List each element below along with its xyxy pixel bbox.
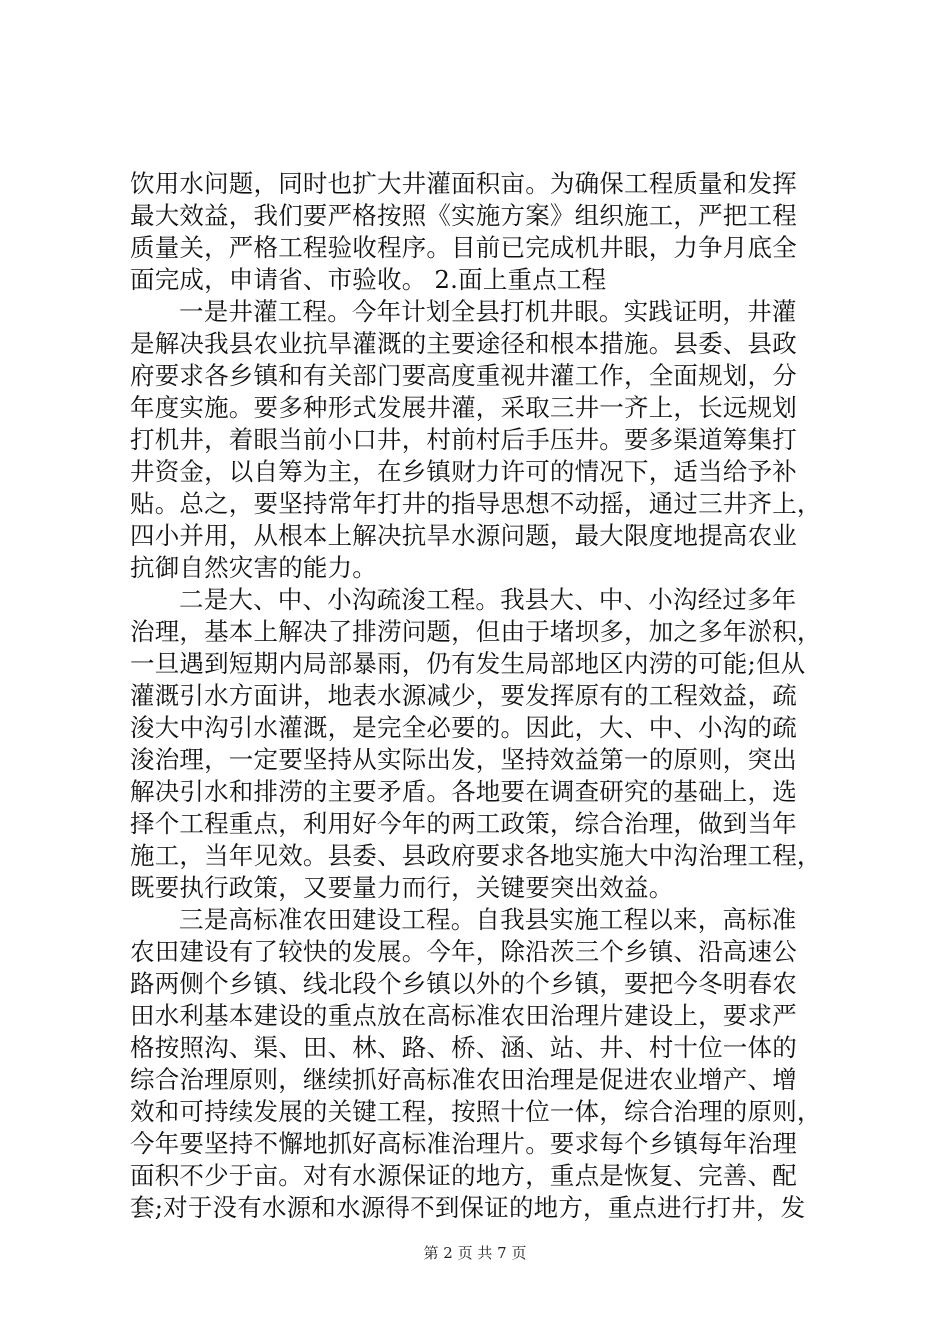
text-line: 饮用水问题，同时也扩大井灌面积亩。为确保工程质量和发挥 [130, 169, 797, 198]
text-line: 套;对于没有水源和水源得不到保证的地方，重点进行打井，发 [130, 1193, 806, 1222]
text-line: 面完成，申请省、市验收。 2.面上重点工程 [130, 265, 607, 294]
text-line: 综合治理原则，继续抓好高标准农田治理是促进农业增产、增 [130, 1065, 797, 1094]
text-line: 既要执行政策，又要量力而行，关键要突出效益。 [130, 873, 674, 902]
text-line: 格按照沟、渠、田、林、路、桥、涵、站、井、村十位一体的 [130, 1033, 797, 1062]
text-line: 井资金，以自筹为主，在乡镇财力许可的情况下，适当给予补 [130, 457, 797, 486]
text-line: 年度实施。要多种形式发展井灌，采取三井一齐上，长远规划 [130, 393, 797, 422]
text-line: 面积不少于亩。对有水源保证的地方，重点是恢复、完善、配 [130, 1161, 797, 1190]
page-number-footer: 第 2 页 共 7 页 [423, 1244, 527, 1262]
text-line: 路两侧个乡镇、线北段个乡镇以外的个乡镇，要把今冬明春农 [130, 969, 797, 998]
text-line: 治理，基本上解决了排涝问题，但由于堵坝多，加之多年淤积， [130, 617, 822, 646]
text-line: 施工，当年见效。县委、县政府要求各地实施大中沟治理工程， [130, 841, 822, 870]
text-line: 浚治理，一定要坚持从实际出发，坚持效益第一的原则，突出 [130, 745, 797, 774]
text-line: 效和可持续发展的关键工程，按照十位一体，综合治理的原则， [130, 1097, 822, 1126]
text-line: 质量关，严格工程验收程序。目前已完成机井眼，力争月底全 [130, 233, 797, 262]
text-line: 浚大中沟引水灌溉，是完全必要的。因此，大、中、小沟的疏 [130, 713, 797, 742]
text-line: 田水利基本建设的重点放在高标准农田治理片建设上，要求严 [130, 1001, 797, 1030]
paragraph-first-line: 二是大、中、小沟疏浚工程。我县大、中、小沟经过多年 [179, 585, 797, 614]
text-line: 是解决我县农业抗旱灌溉的主要途径和根本措施。县委、县政 [130, 329, 797, 358]
text-line: 一旦遇到短期内局部暴雨，仍有发生局部地区内涝的可能;但从 [130, 649, 806, 678]
text-line: 四小并用，从根本上解决抗旱水源问题，最大限度地提高农业 [130, 521, 797, 550]
text-line: 最大效益，我们要严格按照《实施方案》组织施工，严把工程 [130, 201, 797, 230]
text-line: 灌溉引水方面讲，地表水源减少，要发挥原有的工程效益，疏 [130, 681, 797, 710]
text-line: 解决引水和排涝的主要矛盾。各地要在调查研究的基础上，选 [130, 777, 797, 806]
text-line: 今年要坚持不懈地抓好高标准治理片。要求每个乡镇每年治理 [130, 1129, 797, 1158]
paragraph-first-line: 三是高标准农田建设工程。自我县实施工程以来，高标准 [179, 905, 797, 934]
text-line: 打机井，着眼当前小口井，村前村后手压井。要多渠道筹集打 [130, 425, 797, 454]
text-line: 府要求各乡镇和有关部门要高度重视井灌工作，全面规划，分 [130, 361, 797, 390]
text-line: 贴。总之，要坚持常年打井的指导思想不动摇，通过三井齐上， [130, 489, 822, 518]
text-line: 农田建设有了较快的发展。今年，除沿茨三个乡镇、沿高速公 [130, 937, 797, 966]
paragraph-first-line: 一是井灌工程。今年计划全县打机井眼。实践证明，井灌 [179, 297, 797, 326]
text-line: 抗御自然灾害的能力。 [130, 553, 377, 582]
text-line: 择个工程重点，利用好今年的两工政策，综合治理，做到当年 [130, 809, 797, 838]
